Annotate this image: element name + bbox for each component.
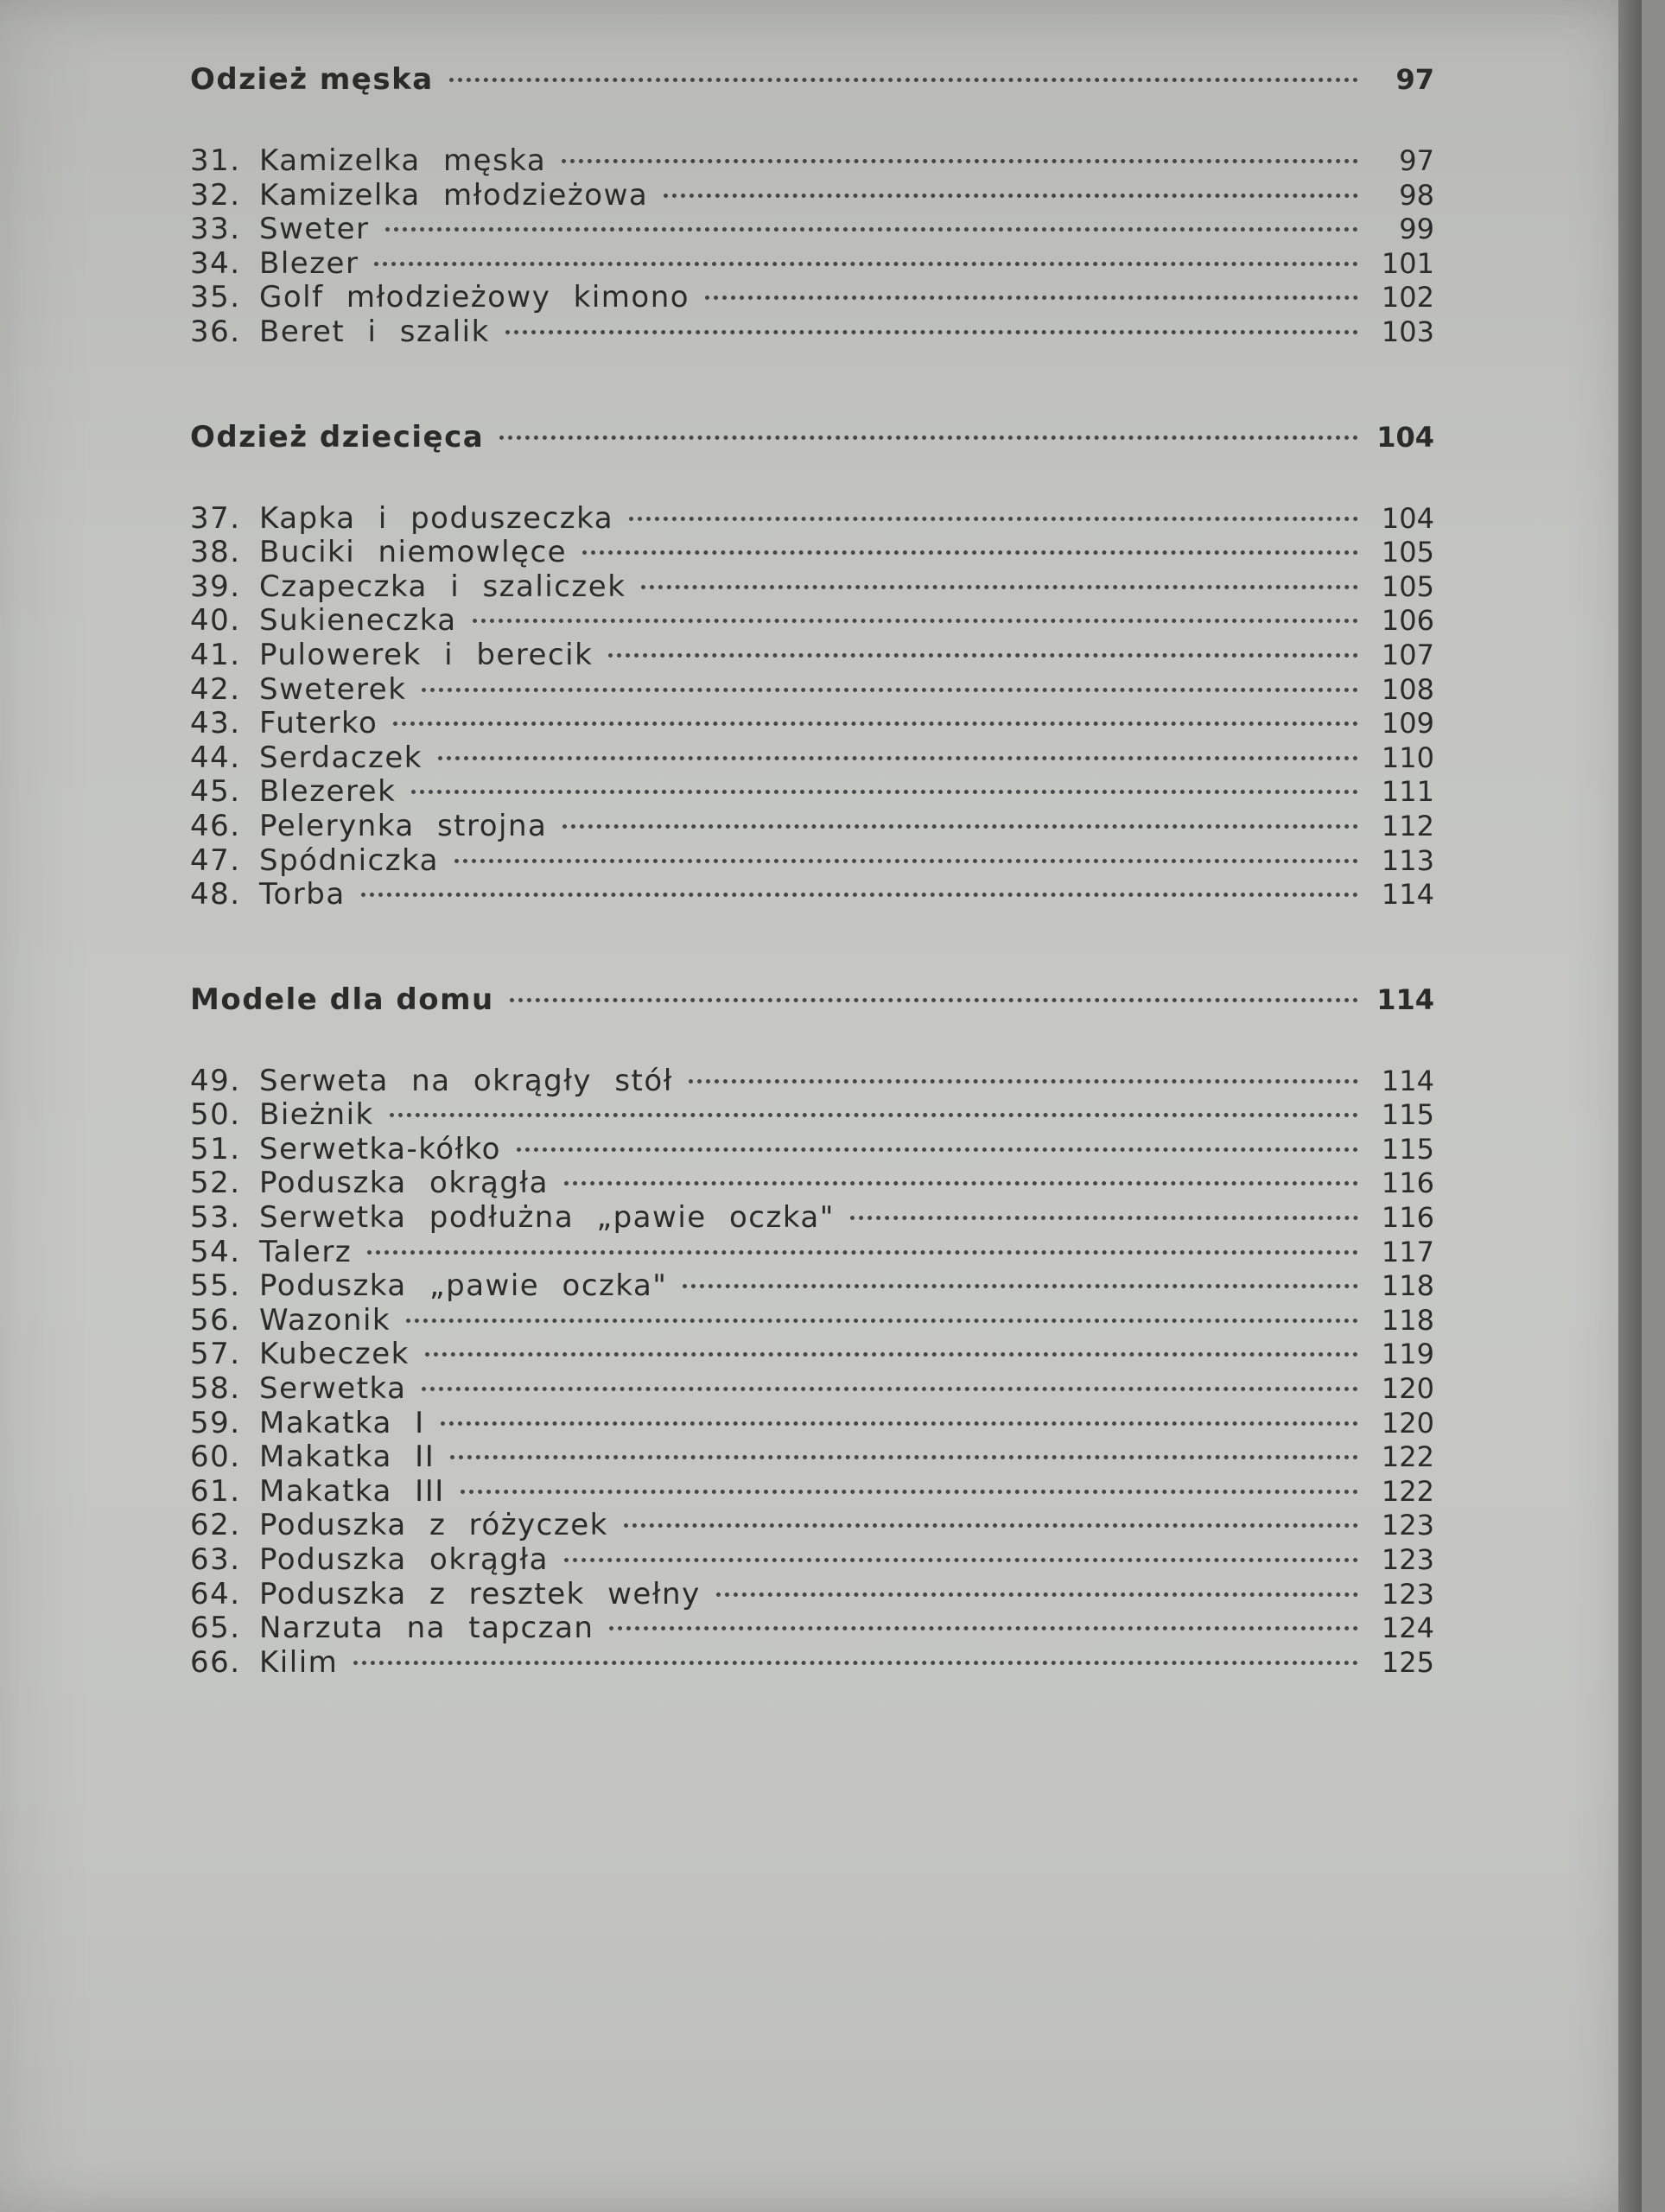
- section-header: [190, 62, 1434, 124]
- dot-leader: [422, 687, 1358, 692]
- toc-entry: [190, 1611, 1434, 1645]
- section-title: Modele dla domu: [190, 982, 494, 1017]
- section-page-number: 104: [1376, 420, 1434, 454]
- entry-page-number: 116: [1381, 1201, 1434, 1235]
- entry-page-number: 112: [1381, 809, 1434, 842]
- dot-leader: [641, 584, 1358, 589]
- dot-leader: [441, 1421, 1358, 1426]
- entry-number: 52.: [190, 1166, 241, 1201]
- entry-number: 57.: [190, 1337, 241, 1372]
- entry-title: Makatka I: [259, 1405, 425, 1440]
- entry-title: Makatka III: [259, 1473, 445, 1509]
- entry-title: Poduszka okrągła: [259, 1166, 549, 1201]
- toc-entry: [190, 843, 1434, 878]
- dot-leader: [629, 516, 1358, 521]
- entry-page-number: 99: [1399, 213, 1434, 246]
- dot-leader: [499, 435, 1358, 440]
- entry-title: Torba: [259, 877, 346, 912]
- entry-number: 44.: [190, 740, 241, 775]
- entry-title: Blezer: [259, 245, 359, 281]
- dot-leader: [411, 789, 1358, 794]
- entry-page-number: 123: [1381, 1577, 1434, 1611]
- entry-title: Talerz: [259, 1234, 353, 1269]
- toc-entry: [190, 246, 1434, 281]
- section-page-number: 114: [1376, 982, 1434, 1016]
- dot-leader: [374, 261, 1358, 266]
- entry-title: Buciki niemowlęce: [259, 535, 568, 570]
- toc-entry: [190, 280, 1434, 315]
- entry-number: 51.: [190, 1131, 241, 1166]
- table-of-contents: [190, 62, 1434, 1750]
- toc-entry: [190, 178, 1434, 213]
- toc-entry: [190, 1132, 1434, 1166]
- dot-leader: [385, 226, 1358, 232]
- entry-page-number: 119: [1381, 1338, 1434, 1371]
- toc-entry: [190, 1577, 1434, 1611]
- dot-leader: [608, 652, 1358, 658]
- entry-page-number: 109: [1381, 707, 1434, 741]
- entry-number: 62.: [190, 1508, 241, 1543]
- entry-number: 55.: [190, 1268, 241, 1304]
- dot-leader: [454, 858, 1358, 863]
- dot-leader: [438, 755, 1358, 760]
- dot-leader: [716, 1592, 1358, 1597]
- entry-page-number: 98: [1399, 178, 1434, 212]
- entry-page-number: 117: [1381, 1235, 1434, 1268]
- toc-entry: [190, 535, 1434, 569]
- entry-title: Serdaczek: [259, 740, 423, 775]
- entry-title: Serwetka podłużna „pawie oczka": [259, 1200, 835, 1236]
- toc-entry: [190, 877, 1434, 912]
- toc-entry: [190, 1235, 1434, 1269]
- dot-leader: [850, 1215, 1358, 1220]
- page-edge-shadow: [1618, 0, 1642, 2212]
- dot-leader: [582, 550, 1358, 555]
- entry-title: Bieżnik: [259, 1097, 374, 1133]
- dot-leader: [390, 1112, 1358, 1117]
- entry-page-number: 118: [1381, 1269, 1434, 1303]
- toc-entry: [190, 603, 1434, 638]
- dot-leader: [449, 77, 1358, 82]
- toc-entry: [190, 212, 1434, 246]
- entry-title: Futerko: [259, 706, 378, 741]
- entry-number: 58.: [190, 1371, 241, 1407]
- entry-number: 37.: [190, 500, 241, 536]
- entry-number: 42.: [190, 671, 241, 707]
- entry-title: Beret i szalik: [259, 314, 490, 349]
- dot-leader: [425, 1351, 1358, 1357]
- dot-leader: [361, 892, 1358, 897]
- entry-page-number: 122: [1381, 1440, 1434, 1474]
- entry-page-number: 114: [1381, 878, 1434, 912]
- entry-title: Czapeczka i szaliczek: [259, 569, 626, 604]
- toc-entry: [190, 1406, 1434, 1440]
- entry-title: Poduszka z resztek wełny: [259, 1576, 701, 1611]
- entry-number: 61.: [190, 1473, 241, 1509]
- entry-title: Serweta na okrągły stół: [259, 1063, 673, 1098]
- entry-title: Kapka i poduszeczka: [259, 500, 614, 536]
- entry-number: 33.: [190, 212, 241, 247]
- entry-title: Narzuta na tapczan: [259, 1611, 594, 1646]
- entry-number: 31.: [190, 143, 241, 178]
- entry-title: Blezerek: [259, 774, 397, 810]
- section-title: Odzież męska: [190, 62, 434, 97]
- entry-number: 47.: [190, 842, 241, 878]
- entry-number: 43.: [190, 706, 241, 741]
- dot-leader: [624, 1522, 1358, 1528]
- entry-title: Kamizelka młodzieżowa: [259, 177, 649, 213]
- entry-title: Serwetka: [259, 1371, 407, 1407]
- entry-number: 41.: [190, 637, 241, 672]
- entry-title: Kilim: [259, 1644, 339, 1680]
- entry-page-number: 104: [1381, 501, 1434, 535]
- section-header: [190, 420, 1434, 482]
- entry-number: 66.: [190, 1644, 241, 1680]
- dot-leader: [564, 1557, 1358, 1562]
- entry-title: Serwetka-kółko: [259, 1131, 501, 1166]
- entry-page-number: 115: [1381, 1132, 1434, 1166]
- toc-entry: [190, 706, 1434, 741]
- entry-number: 49.: [190, 1063, 241, 1098]
- entry-number: 63.: [190, 1542, 241, 1577]
- entry-title: Sukieneczka: [259, 603, 457, 639]
- entry-number: 48.: [190, 877, 241, 912]
- entry-page-number: 124: [1381, 1611, 1434, 1645]
- section-title: Odzież dziecięca: [190, 419, 485, 454]
- dot-leader: [564, 1180, 1358, 1185]
- entry-title: Golf młodzieżowy kimono: [259, 280, 690, 315]
- entry-page-number: 97: [1399, 144, 1434, 177]
- entry-page-number: 114: [1381, 1064, 1434, 1097]
- entry-page-number: 101: [1381, 246, 1434, 280]
- toc-entry: [190, 1371, 1434, 1406]
- toc-entry: [190, 774, 1434, 809]
- toc-entry: [190, 638, 1434, 672]
- entry-page-number: 123: [1381, 1509, 1434, 1542]
- section-page-number: 97: [1395, 63, 1434, 96]
- toc-entry: [190, 1200, 1434, 1235]
- toc-entry: [190, 1508, 1434, 1542]
- entry-page-number: 120: [1381, 1372, 1434, 1406]
- entry-page-number: 116: [1381, 1166, 1434, 1200]
- entry-number: 46.: [190, 808, 241, 843]
- entry-title: Sweterek: [259, 671, 407, 707]
- entry-title: Sweter: [259, 212, 370, 247]
- toc-entry: [190, 315, 1434, 349]
- entry-title: Poduszka z różyczek: [259, 1508, 608, 1543]
- entry-title: Pulowerek i berecik: [259, 637, 594, 672]
- toc-entry: [190, 1542, 1434, 1577]
- entry-page-number: 115: [1381, 1098, 1434, 1132]
- toc-entry: [190, 1166, 1434, 1200]
- section-header: [190, 982, 1434, 1045]
- toc-section-mens-clothing: [190, 62, 1434, 349]
- toc-section-home-models: [190, 982, 1434, 1680]
- dot-leader: [367, 1249, 1358, 1255]
- entry-number: 60.: [190, 1440, 241, 1475]
- entry-page-number: 105: [1381, 536, 1434, 569]
- entry-page-number: 106: [1381, 604, 1434, 638]
- toc-entry: [190, 1337, 1434, 1371]
- toc-entry: [190, 1474, 1434, 1509]
- entry-number: 50.: [190, 1097, 241, 1133]
- toc-entry: [190, 143, 1434, 178]
- toc-entry: [190, 501, 1434, 536]
- entry-number: 34.: [190, 245, 241, 281]
- dot-leader: [689, 1078, 1358, 1084]
- dot-leader: [609, 1625, 1358, 1630]
- toc-entry: [190, 672, 1434, 707]
- entry-page-number: 108: [1381, 672, 1434, 706]
- entry-title: Kamizelka męska: [259, 143, 547, 178]
- entry-page-number: 113: [1381, 843, 1434, 877]
- dot-leader: [664, 193, 1358, 198]
- entry-title: Poduszka okrągła: [259, 1542, 549, 1577]
- entry-number: 38.: [190, 535, 241, 570]
- entry-title: Pelerynka strojna: [259, 808, 548, 843]
- entry-page-number: 120: [1381, 1406, 1434, 1440]
- entry-number: 65.: [190, 1611, 241, 1646]
- dot-leader: [473, 618, 1358, 623]
- entry-number: 45.: [190, 774, 241, 810]
- entry-page-number: 118: [1381, 1303, 1434, 1337]
- dot-leader: [406, 1318, 1358, 1323]
- entry-page-number: 107: [1381, 638, 1434, 671]
- entry-number: 56.: [190, 1302, 241, 1338]
- toc-entry: [190, 1303, 1434, 1338]
- dot-leader: [353, 1660, 1358, 1665]
- toc-section-childrens-clothing: [190, 420, 1434, 912]
- entry-number: 40.: [190, 603, 241, 639]
- toc-entry: [190, 1645, 1434, 1680]
- dot-leader: [461, 1489, 1358, 1494]
- entry-number: 35.: [190, 280, 241, 315]
- entry-page-number: 105: [1381, 569, 1434, 603]
- toc-entry: [190, 569, 1434, 604]
- entry-number: 36.: [190, 314, 241, 349]
- entry-title: Spódniczka: [259, 842, 440, 878]
- dot-leader: [705, 295, 1358, 300]
- entry-title: Poduszka „pawie oczka": [259, 1268, 668, 1304]
- entry-page-number: 103: [1381, 315, 1434, 348]
- toc-entry: [190, 1097, 1434, 1132]
- dot-leader: [450, 1454, 1358, 1459]
- entry-number: 64.: [190, 1576, 241, 1611]
- entry-number: 39.: [190, 569, 241, 604]
- entry-number: 59.: [190, 1405, 241, 1440]
- dot-leader: [517, 1147, 1358, 1152]
- toc-entry: [190, 1064, 1434, 1098]
- entry-title: Wazonik: [259, 1302, 391, 1338]
- entry-page-number: 123: [1381, 1543, 1434, 1576]
- entry-title: Makatka II: [259, 1440, 435, 1475]
- dot-leader: [562, 158, 1358, 163]
- dot-leader: [510, 997, 1358, 1002]
- dot-leader: [562, 823, 1358, 829]
- toc-entry: [190, 1268, 1434, 1303]
- entry-number: 32.: [190, 177, 241, 213]
- dot-leader: [393, 721, 1358, 726]
- toc-entry: [190, 1440, 1434, 1474]
- entry-page-number: 122: [1381, 1474, 1434, 1508]
- dot-leader: [422, 1386, 1358, 1391]
- entry-number: 53.: [190, 1200, 241, 1236]
- entry-page-number: 111: [1381, 775, 1434, 809]
- entry-page-number: 125: [1381, 1645, 1434, 1679]
- dot-leader: [683, 1283, 1358, 1288]
- entry-page-number: 102: [1381, 281, 1434, 315]
- entry-page-number: 110: [1381, 741, 1434, 774]
- dot-leader: [505, 329, 1358, 334]
- entry-title: Kubeczek: [259, 1337, 410, 1372]
- entry-number: 54.: [190, 1234, 241, 1269]
- toc-entry: [190, 809, 1434, 843]
- toc-entry: [190, 741, 1434, 775]
